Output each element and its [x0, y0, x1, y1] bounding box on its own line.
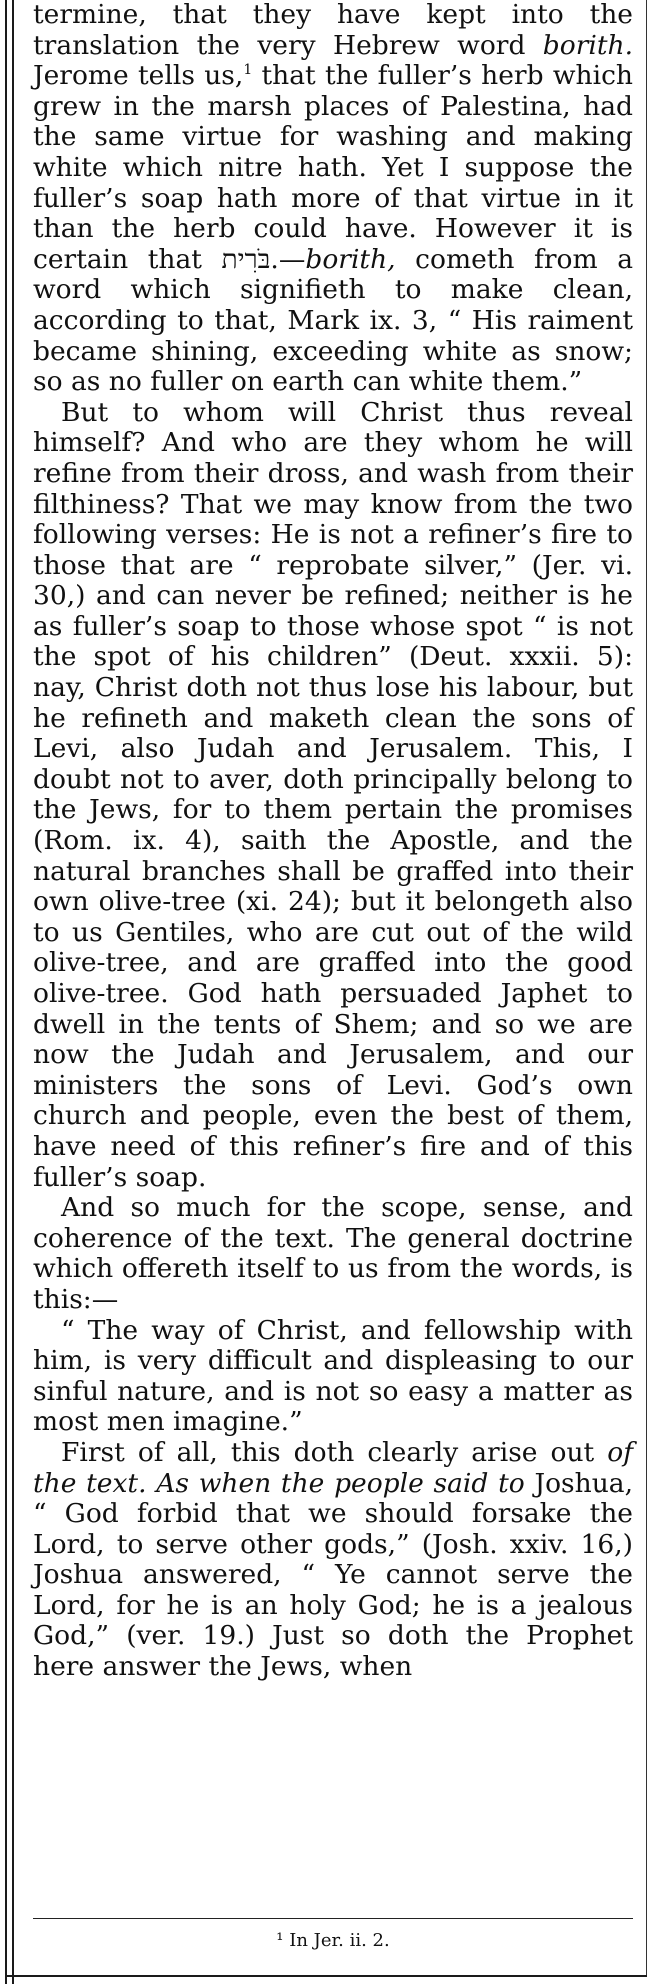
paragraph-p2: But to whom will Christ thus reveal himself? And who are they whom he will refine from their dross, and wash from their filthiness? That we may know from the two following verses: He is not a refiner’s fire to those that are “ reprobate silver,” (Jer. vi. 30,) and can never be refined; neither is he as fuller’s soap to those whose spot “ is not the spot of his children” (Deut. xxxii. 5): nay, Christ doth not thus lose his labour, but he refineth and maketh clean the sons of Levi, also Judah and Jerusalem. This, I doubt not to aver, doth principally belong to the Jews, for to them pertain the promises (Rom. ix. 4), saith the Apostle, and the natural branches shall be graffed into their own olive-tree (xi. 24); but it belongeth also to us Gentiles, who are cut out of the wild olive-tree, and are graffed into the good olive-tree. God hath persuaded Japhet to dwell in the tents of Shem; and so we are now the Judah and Jerusalem, and our ministers the sons of Levi. God’s own church and people, even the best of them, have need of this refiner’s fire and of this fuller’s soap. — [33, 396, 633, 1193]
paragraph-p4: “ The way of Christ, and fellowship with him, is very difficult and displeasing to our sinful nature, and is not so easy a matter as most men imagine.” — [33, 1314, 633, 1438]
page-border-left-outer — [5, 0, 7, 1984]
text-column — [33, 0, 633, 1683]
page-border-right — [646, 0, 647, 1975]
footnote-rule — [33, 1918, 633, 1919]
paragraph-p1: termine, that they have kept into the translation the very Hebrew word borith. Jerome tells us,$^1$ that the fuller’s herb which grew in the marsh places of Palestina, had the same virtue for washing and making white which nitre hath. Yet I suppose the fuller’s soap hath more of that virtue in it than the herb could have. However it is certain that בֹּרִית.—borith, cometh from a word which signifieth to make clean, according to that, Mark ix. 3, “ His raiment became shining, exceeding white as snow; so as no fuller on earth can white them.” — [33, 0, 633, 398]
page-border-bottom — [5, 1975, 647, 1977]
paragraph-p3: And so much for the scope, sense, and coherence of the text. The general doctrine which offereth itself to us from the words, is this:— — [33, 1192, 633, 1315]
paragraph-p5: First of all, this doth clearly arise out of the text. As when the people said to Joshua, “ God forbid that we should forsake the Lord, to serve other gods,” (Josh. xxiv. 16,) Joshua answered, “ Ye cannot serve the Lord, for he is an holy God; he is a jealous God,” (ver. 19.) Just so doth the Prophet here answer the Jews, when — [33, 1436, 633, 1683]
footnote: ¹ In Jer. ii. 2. — [276, 1930, 390, 1951]
page-border-left-inner — [12, 0, 14, 1984]
